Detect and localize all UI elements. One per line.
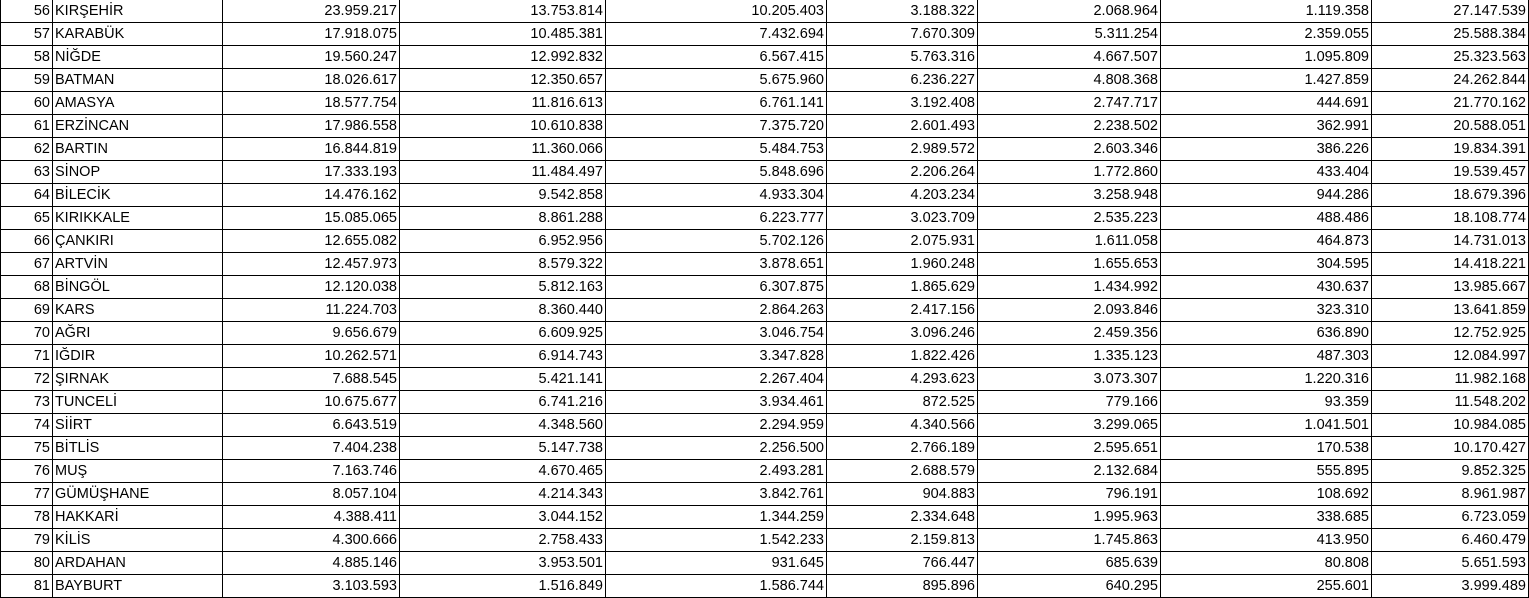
cell-col-4[interactable]: 1.822.426	[827, 345, 978, 368]
cell-col-6[interactable]: 1.220.316	[1161, 368, 1372, 391]
cell-province[interactable]: BAYBURT	[53, 575, 223, 598]
cell-province[interactable]: AMASYA	[53, 92, 223, 115]
cell-col-5[interactable]: 2.595.651	[978, 437, 1161, 460]
cell-col-3[interactable]: 2.267.404	[606, 368, 827, 391]
cell-col-5[interactable]: 2.535.223	[978, 207, 1161, 230]
table-row	[1, 391, 1529, 414]
cell-rank[interactable]: 58	[1, 46, 53, 69]
cell-col-6[interactable]: 444.691	[1161, 92, 1372, 115]
cell-col-5[interactable]: 1.995.963	[978, 506, 1161, 529]
cell-col-7[interactable]: 14.731.013	[1372, 230, 1529, 253]
cell-col-4[interactable]: 5.763.316	[827, 46, 978, 69]
cell-col-3[interactable]: 4.933.304	[606, 184, 827, 207]
cell-col-5[interactable]: 2.132.684	[978, 460, 1161, 483]
cell-col-6[interactable]: 944.286	[1161, 184, 1372, 207]
table-row	[1, 529, 1529, 552]
cell-col-3[interactable]: 2.294.959	[606, 414, 827, 437]
cell-col-6[interactable]: 464.873	[1161, 230, 1372, 253]
cell-col-1[interactable]: 18.577.754	[223, 92, 400, 115]
cell-col-2[interactable]: 5.812.163	[400, 276, 606, 299]
cell-province[interactable]: NİĞDE	[53, 46, 223, 69]
cell-col-6[interactable]: 362.991	[1161, 115, 1372, 138]
cell-col-1[interactable]: 7.404.238	[223, 437, 400, 460]
cell-col-5[interactable]: 3.073.307	[978, 368, 1161, 391]
cell-col-4[interactable]: 3.188.322	[827, 0, 978, 23]
cell-col-1[interactable]: 7.163.746	[223, 460, 400, 483]
cell-col-3[interactable]: 3.934.461	[606, 391, 827, 414]
cell-col-2[interactable]: 4.670.465	[400, 460, 606, 483]
cell-col-2[interactable]: 5.147.738	[400, 437, 606, 460]
table-row	[1, 575, 1529, 598]
cell-col-7[interactable]: 25.588.384	[1372, 23, 1529, 46]
cell-col-5[interactable]: 4.808.368	[978, 69, 1161, 92]
cell-col-5[interactable]: 2.238.502	[978, 115, 1161, 138]
cell-col-7[interactable]: 18.108.774	[1372, 207, 1529, 230]
cell-col-1[interactable]: 19.560.247	[223, 46, 400, 69]
cell-col-4[interactable]: 895.896	[827, 575, 978, 598]
cell-col-3[interactable]: 3.347.828	[606, 345, 827, 368]
cell-col-3[interactable]: 7.375.720	[606, 115, 827, 138]
cell-col-5[interactable]: 1.772.860	[978, 161, 1161, 184]
cell-col-1[interactable]: 10.262.571	[223, 345, 400, 368]
table-row	[1, 230, 1529, 253]
cell-col-7[interactable]: 5.651.593	[1372, 552, 1529, 575]
cell-col-2[interactable]: 8.579.322	[400, 253, 606, 276]
cell-col-5[interactable]: 2.093.846	[978, 299, 1161, 322]
cell-col-1[interactable]: 10.675.677	[223, 391, 400, 414]
cell-col-5[interactable]: 779.166	[978, 391, 1161, 414]
cell-col-7[interactable]: 11.548.202	[1372, 391, 1529, 414]
cell-rank[interactable]: 70	[1, 322, 53, 345]
cell-col-6[interactable]: 1.427.859	[1161, 69, 1372, 92]
cell-province[interactable]: MUŞ	[53, 460, 223, 483]
cell-col-3[interactable]: 6.307.875	[606, 276, 827, 299]
cell-province[interactable]: BİTLİS	[53, 437, 223, 460]
cell-col-7[interactable]: 9.852.325	[1372, 460, 1529, 483]
cell-col-3[interactable]: 6.567.415	[606, 46, 827, 69]
cell-col-7[interactable]: 25.323.563	[1372, 46, 1529, 69]
cell-col-2[interactable]: 4.348.560	[400, 414, 606, 437]
table-row	[1, 69, 1529, 92]
cell-rank[interactable]: 71	[1, 345, 53, 368]
cell-col-6[interactable]: 555.895	[1161, 460, 1372, 483]
cell-col-3[interactable]: 3.842.761	[606, 483, 827, 506]
cell-col-5[interactable]: 3.258.948	[978, 184, 1161, 207]
cell-col-5[interactable]: 1.655.653	[978, 253, 1161, 276]
cell-col-1[interactable]: 14.476.162	[223, 184, 400, 207]
cell-col-3[interactable]: 1.542.233	[606, 529, 827, 552]
cell-col-6[interactable]: 93.359	[1161, 391, 1372, 414]
cell-province[interactable]: SİİRT	[53, 414, 223, 437]
cell-col-1[interactable]: 17.333.193	[223, 161, 400, 184]
cell-col-5[interactable]: 2.603.346	[978, 138, 1161, 161]
cell-rank[interactable]: 64	[1, 184, 53, 207]
cell-province[interactable]: TUNCELİ	[53, 391, 223, 414]
table-row	[1, 437, 1529, 460]
cell-col-3[interactable]: 1.586.744	[606, 575, 827, 598]
cell-col-4[interactable]: 4.293.623	[827, 368, 978, 391]
cell-col-2[interactable]: 3.044.152	[400, 506, 606, 529]
cell-col-7[interactable]: 6.723.059	[1372, 506, 1529, 529]
cell-col-4[interactable]: 2.075.931	[827, 230, 978, 253]
cell-col-6[interactable]: 304.595	[1161, 253, 1372, 276]
table-row	[1, 0, 1529, 23]
cell-col-5[interactable]: 1.434.992	[978, 276, 1161, 299]
cell-col-1[interactable]: 3.103.593	[223, 575, 400, 598]
cell-col-1[interactable]: 15.085.065	[223, 207, 400, 230]
cell-col-5[interactable]: 3.299.065	[978, 414, 1161, 437]
cell-col-4[interactable]: 904.883	[827, 483, 978, 506]
cell-col-1[interactable]: 18.026.617	[223, 69, 400, 92]
cell-col-7[interactable]: 8.961.987	[1372, 483, 1529, 506]
cell-col-2[interactable]: 6.741.216	[400, 391, 606, 414]
cell-col-2[interactable]: 9.542.858	[400, 184, 606, 207]
cell-col-2[interactable]: 4.214.343	[400, 483, 606, 506]
cell-col-5[interactable]: 1.335.123	[978, 345, 1161, 368]
cell-col-3[interactable]: 10.205.403	[606, 0, 827, 23]
cell-col-3[interactable]: 2.864.263	[606, 299, 827, 322]
cell-col-6[interactable]: 323.310	[1161, 299, 1372, 322]
cell-col-4[interactable]: 872.525	[827, 391, 978, 414]
cell-col-7[interactable]: 24.262.844	[1372, 69, 1529, 92]
cell-rank[interactable]: 60	[1, 92, 53, 115]
cell-col-5[interactable]: 5.311.254	[978, 23, 1161, 46]
cell-col-4[interactable]: 4.203.234	[827, 184, 978, 207]
cell-col-4[interactable]: 6.236.227	[827, 69, 978, 92]
cell-col-2[interactable]: 10.610.838	[400, 115, 606, 138]
cell-col-2[interactable]: 1.516.849	[400, 575, 606, 598]
cell-col-4[interactable]: 2.206.264	[827, 161, 978, 184]
cell-col-4[interactable]: 766.447	[827, 552, 978, 575]
cell-rank[interactable]: 59	[1, 69, 53, 92]
cell-col-1[interactable]: 4.300.666	[223, 529, 400, 552]
cell-rank[interactable]: 63	[1, 161, 53, 184]
cell-rank[interactable]: 72	[1, 368, 53, 391]
cell-col-3[interactable]: 3.046.754	[606, 322, 827, 345]
cell-col-5[interactable]: 4.667.507	[978, 46, 1161, 69]
cell-col-6[interactable]: 430.637	[1161, 276, 1372, 299]
cell-col-2[interactable]: 3.953.501	[400, 552, 606, 575]
cell-rank[interactable]: 67	[1, 253, 53, 276]
table-row	[1, 276, 1529, 299]
cell-col-5[interactable]: 2.459.356	[978, 322, 1161, 345]
cell-col-7[interactable]: 21.770.162	[1372, 92, 1529, 115]
cell-province[interactable]: ARDAHAN	[53, 552, 223, 575]
cell-col-1[interactable]: 17.918.075	[223, 23, 400, 46]
table-row	[1, 161, 1529, 184]
cell-col-3[interactable]: 5.484.753	[606, 138, 827, 161]
cell-col-3[interactable]: 5.702.126	[606, 230, 827, 253]
table-row	[1, 207, 1529, 230]
cell-col-2[interactable]: 2.758.433	[400, 529, 606, 552]
cell-col-4[interactable]: 2.766.189	[827, 437, 978, 460]
cell-rank[interactable]: 80	[1, 552, 53, 575]
cell-col-7[interactable]: 20.588.051	[1372, 115, 1529, 138]
cell-col-1[interactable]: 4.388.411	[223, 506, 400, 529]
cell-col-3[interactable]: 7.432.694	[606, 23, 827, 46]
cell-col-5[interactable]: 685.639	[978, 552, 1161, 575]
cell-col-4[interactable]: 2.688.579	[827, 460, 978, 483]
cell-col-4[interactable]: 7.670.309	[827, 23, 978, 46]
table-row	[1, 92, 1529, 115]
cell-col-4[interactable]: 2.989.572	[827, 138, 978, 161]
cell-col-1[interactable]: 6.643.519	[223, 414, 400, 437]
cell-rank[interactable]: 65	[1, 207, 53, 230]
cell-province[interactable]: SİNOP	[53, 161, 223, 184]
cell-col-7[interactable]: 18.679.396	[1372, 184, 1529, 207]
table-row	[1, 552, 1529, 575]
cell-rank[interactable]: 74	[1, 414, 53, 437]
table-row	[1, 414, 1529, 437]
cell-col-5[interactable]: 1.745.863	[978, 529, 1161, 552]
cell-province[interactable]: KARS	[53, 299, 223, 322]
cell-rank[interactable]: 69	[1, 299, 53, 322]
cell-rank[interactable]: 76	[1, 460, 53, 483]
cell-col-6[interactable]: 338.685	[1161, 506, 1372, 529]
cell-rank[interactable]: 68	[1, 276, 53, 299]
cell-col-2[interactable]: 13.753.814	[400, 0, 606, 23]
cell-col-4[interactable]: 3.023.709	[827, 207, 978, 230]
cell-col-4[interactable]: 1.960.248	[827, 253, 978, 276]
cell-col-6[interactable]: 413.950	[1161, 529, 1372, 552]
cell-col-4[interactable]: 2.601.493	[827, 115, 978, 138]
cell-province[interactable]: HAKKARİ	[53, 506, 223, 529]
cell-rank[interactable]: 81	[1, 575, 53, 598]
cell-col-7[interactable]: 19.834.391	[1372, 138, 1529, 161]
cell-province[interactable]: ŞIRNAK	[53, 368, 223, 391]
cell-province[interactable]: GÜMÜŞHANE	[53, 483, 223, 506]
cell-rank[interactable]: 57	[1, 23, 53, 46]
cell-col-1[interactable]: 12.655.082	[223, 230, 400, 253]
cell-col-1[interactable]: 23.959.217	[223, 0, 400, 23]
cell-col-7[interactable]: 11.982.168	[1372, 368, 1529, 391]
cell-rank[interactable]: 73	[1, 391, 53, 414]
cell-col-2[interactable]: 11.816.613	[400, 92, 606, 115]
cell-province[interactable]: IĞDIR	[53, 345, 223, 368]
table-row	[1, 368, 1529, 391]
cell-col-3[interactable]: 931.645	[606, 552, 827, 575]
cell-col-3[interactable]: 2.256.500	[606, 437, 827, 460]
cell-col-6[interactable]: 1.041.501	[1161, 414, 1372, 437]
cell-col-6[interactable]: 433.404	[1161, 161, 1372, 184]
cell-province[interactable]: BİLECİK	[53, 184, 223, 207]
cell-col-6[interactable]: 488.486	[1161, 207, 1372, 230]
cell-col-1[interactable]: 12.457.973	[223, 253, 400, 276]
cell-province[interactable]: KIRŞEHİR	[53, 0, 223, 23]
cell-rank[interactable]: 61	[1, 115, 53, 138]
cell-col-1[interactable]: 9.656.679	[223, 322, 400, 345]
cell-col-7[interactable]: 27.147.539	[1372, 0, 1529, 23]
table-row	[1, 253, 1529, 276]
cell-province[interactable]: ERZİNCAN	[53, 115, 223, 138]
cell-col-7[interactable]: 10.984.085	[1372, 414, 1529, 437]
table-row	[1, 483, 1529, 506]
cell-col-7[interactable]: 6.460.479	[1372, 529, 1529, 552]
table-row	[1, 23, 1529, 46]
cell-col-7[interactable]: 19.539.457	[1372, 161, 1529, 184]
cell-col-3[interactable]: 1.344.259	[606, 506, 827, 529]
cell-col-2[interactable]: 8.360.440	[400, 299, 606, 322]
cell-col-3[interactable]: 5.848.696	[606, 161, 827, 184]
cell-col-2[interactable]: 11.484.497	[400, 161, 606, 184]
cell-col-1[interactable]: 16.844.819	[223, 138, 400, 161]
cell-province[interactable]: AĞRI	[53, 322, 223, 345]
cell-col-1[interactable]: 8.057.104	[223, 483, 400, 506]
table-row	[1, 46, 1529, 69]
table-row	[1, 299, 1529, 322]
cell-province[interactable]: KIRIKKALE	[53, 207, 223, 230]
cell-col-4[interactable]: 1.865.629	[827, 276, 978, 299]
cell-col-5[interactable]: 796.191	[978, 483, 1161, 506]
cell-col-7[interactable]: 3.999.489	[1372, 575, 1529, 598]
cell-province[interactable]: BATMAN	[53, 69, 223, 92]
cell-col-1[interactable]: 4.885.146	[223, 552, 400, 575]
cell-col-2[interactable]: 6.609.925	[400, 322, 606, 345]
cell-col-5[interactable]: 2.068.964	[978, 0, 1161, 23]
table-row	[1, 138, 1529, 161]
cell-col-6[interactable]: 1.119.358	[1161, 0, 1372, 23]
cell-col-2[interactable]: 5.421.141	[400, 368, 606, 391]
cell-rank[interactable]: 77	[1, 483, 53, 506]
cell-col-7[interactable]: 13.985.667	[1372, 276, 1529, 299]
cell-col-7[interactable]: 10.170.427	[1372, 437, 1529, 460]
cell-col-3[interactable]: 5.675.960	[606, 69, 827, 92]
table-row	[1, 345, 1529, 368]
table-body	[1, 0, 1529, 598]
cell-province[interactable]: ARTVİN	[53, 253, 223, 276]
cell-col-4[interactable]: 2.334.648	[827, 506, 978, 529]
cell-rank[interactable]: 66	[1, 230, 53, 253]
cell-col-7[interactable]: 12.752.925	[1372, 322, 1529, 345]
cell-col-1[interactable]: 17.986.558	[223, 115, 400, 138]
cell-col-4[interactable]: 4.340.566	[827, 414, 978, 437]
cell-col-4[interactable]: 3.192.408	[827, 92, 978, 115]
cell-col-1[interactable]: 7.688.545	[223, 368, 400, 391]
cell-col-7[interactable]: 12.084.997	[1372, 345, 1529, 368]
cell-province[interactable]: ÇANKIRI	[53, 230, 223, 253]
cell-col-1[interactable]: 11.224.703	[223, 299, 400, 322]
table-row	[1, 115, 1529, 138]
cell-rank[interactable]: 75	[1, 437, 53, 460]
cell-col-6[interactable]: 1.095.809	[1161, 46, 1372, 69]
cell-col-4[interactable]: 2.417.156	[827, 299, 978, 322]
cell-col-6[interactable]: 636.890	[1161, 322, 1372, 345]
cell-col-6[interactable]: 2.359.055	[1161, 23, 1372, 46]
cell-col-2[interactable]: 10.485.381	[400, 23, 606, 46]
cell-col-7[interactable]: 14.418.221	[1372, 253, 1529, 276]
table-row	[1, 460, 1529, 483]
cell-rank[interactable]: 79	[1, 529, 53, 552]
cell-province[interactable]: BARTIN	[53, 138, 223, 161]
cell-col-2[interactable]: 6.914.743	[400, 345, 606, 368]
cell-col-6[interactable]: 170.538	[1161, 437, 1372, 460]
cell-col-3[interactable]: 6.761.141	[606, 92, 827, 115]
cell-col-6[interactable]: 386.226	[1161, 138, 1372, 161]
cell-col-3[interactable]: 3.878.651	[606, 253, 827, 276]
cell-rank[interactable]: 56	[1, 0, 53, 23]
cell-province[interactable]: BİNGÖL	[53, 276, 223, 299]
table-row	[1, 184, 1529, 207]
cell-col-2[interactable]: 12.992.832	[400, 46, 606, 69]
cell-col-4[interactable]: 2.159.813	[827, 529, 978, 552]
cell-col-6[interactable]: 80.808	[1161, 552, 1372, 575]
cell-col-2[interactable]: 11.360.066	[400, 138, 606, 161]
cell-col-3[interactable]: 2.493.281	[606, 460, 827, 483]
cell-col-6[interactable]: 255.601	[1161, 575, 1372, 598]
cell-col-5[interactable]: 1.611.058	[978, 230, 1161, 253]
cell-province[interactable]: KARABÜK	[53, 23, 223, 46]
table-row	[1, 506, 1529, 529]
cell-col-6[interactable]: 487.303	[1161, 345, 1372, 368]
cell-col-1[interactable]: 12.120.038	[223, 276, 400, 299]
cell-col-3[interactable]: 6.223.777	[606, 207, 827, 230]
cell-col-5[interactable]: 640.295	[978, 575, 1161, 598]
cell-col-2[interactable]: 8.861.288	[400, 207, 606, 230]
cell-col-2[interactable]: 12.350.657	[400, 69, 606, 92]
cell-col-5[interactable]: 2.747.717	[978, 92, 1161, 115]
cell-rank[interactable]: 62	[1, 138, 53, 161]
cell-rank[interactable]: 78	[1, 506, 53, 529]
cell-col-6[interactable]: 108.692	[1161, 483, 1372, 506]
table-row	[1, 322, 1529, 345]
cell-province[interactable]: KİLİS	[53, 529, 223, 552]
cell-col-2[interactable]: 6.952.956	[400, 230, 606, 253]
cell-col-7[interactable]: 13.641.859	[1372, 299, 1529, 322]
cell-col-4[interactable]: 3.096.246	[827, 322, 978, 345]
